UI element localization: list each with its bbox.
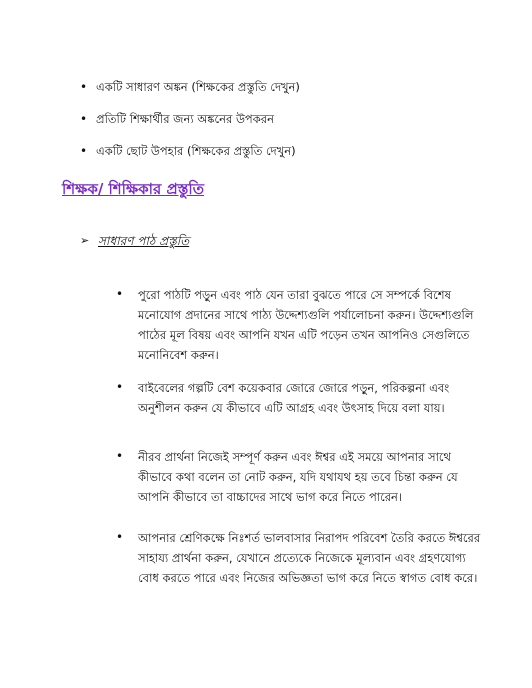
materials-list-item bbox=[80, 142, 296, 160]
materials-item-text: একটি সাধারণ অঙ্কন (শিক্ষকের প্রস্তুতি দেখুন) bbox=[96, 80, 300, 94]
bullet-icon: • bbox=[80, 112, 88, 126]
instruction-text: পুরো পাঠটি পড়ুন এবং পাঠ যেন তারা বুঝতে পারে সে সম্পর্কে বিশেষ মনোযোগ প্রদানের সাথে পাঠ্য উদ্দেশ্যগুলি পর্যালোচনা করুন। উদ্দেশ্যগুলি পাঠের মূল বিষয় এবং আপনি যখন এটি পড়েন তখন আপনিও সেগুলিতে মনোনিবেশ করুন। bbox=[138, 288, 474, 362]
materials-item-text: একটি ছোট উপহার (শিক্ষকের প্রস্তুতি দেখুন) bbox=[96, 144, 296, 158]
materials-item-text: প্রতিটি শিক্ষার্থীর জন্য অঙ্কনের উপকরন bbox=[96, 112, 274, 126]
bullet-icon: • bbox=[80, 80, 88, 94]
instruction-text: বাইবেলের গল্পটি বেশ কয়েকবার জোরে জোরে পড়ুন, পরিকল্পনা এবং অনুশীলন করুন যে কীভাবে এটি আগ্রহ এবং উৎসাহ দিয়ে বলা যায়। bbox=[138, 381, 450, 415]
instruction-item bbox=[116, 447, 496, 507]
bullet-icon: • bbox=[80, 144, 88, 158]
bullet-icon: • bbox=[116, 287, 124, 301]
instruction-item bbox=[116, 285, 496, 365]
bullet-icon: • bbox=[116, 380, 124, 394]
materials-list-item bbox=[80, 110, 274, 128]
section-heading: শিক্ষক/ শিক্ষিকার প্রস্তুতি bbox=[62, 180, 204, 198]
arrow-bullet-icon: ➢ bbox=[80, 234, 90, 247]
bullet-icon: • bbox=[116, 449, 124, 463]
sub-heading: সাধারণ পাঠ প্রস্তুতি bbox=[98, 234, 190, 248]
bullet-icon: • bbox=[116, 530, 124, 544]
instruction-item bbox=[116, 528, 496, 588]
instruction-item bbox=[116, 378, 496, 418]
instruction-text: নীরব প্রার্থনা নিজেই সম্পূর্ণ করুন এবং ঈশ্বর এই সময়ে আপনার সাথে কীভাবে কথা বলেন তা নোট করুন, যদি যথাযথ হয় তবে চিন্তা করুন যে আপনি কীভাবে তা বাচ্চাদের সাথে ভাগ করে নিতে পারেন। bbox=[138, 450, 458, 504]
instruction-text: আপনার শ্রেণিকক্ষে নিঃশর্ত ভালবাসার নিরাপদ পরিবেশ তৈরি করতে ঈশ্বরের সাহায্য প্রার্থনা করুন, যেখানে প্রত্যেকে নিজেকে মূল্যবান এবং গ্রহণযোগ্য বোধ করতে পারে এবং নিজের অভিজ্ঞতা ভাগ করে নিতে স্বাগত বোধ করে। bbox=[138, 531, 481, 585]
sub-heading-row bbox=[80, 233, 189, 249]
materials-list-item bbox=[80, 78, 300, 96]
